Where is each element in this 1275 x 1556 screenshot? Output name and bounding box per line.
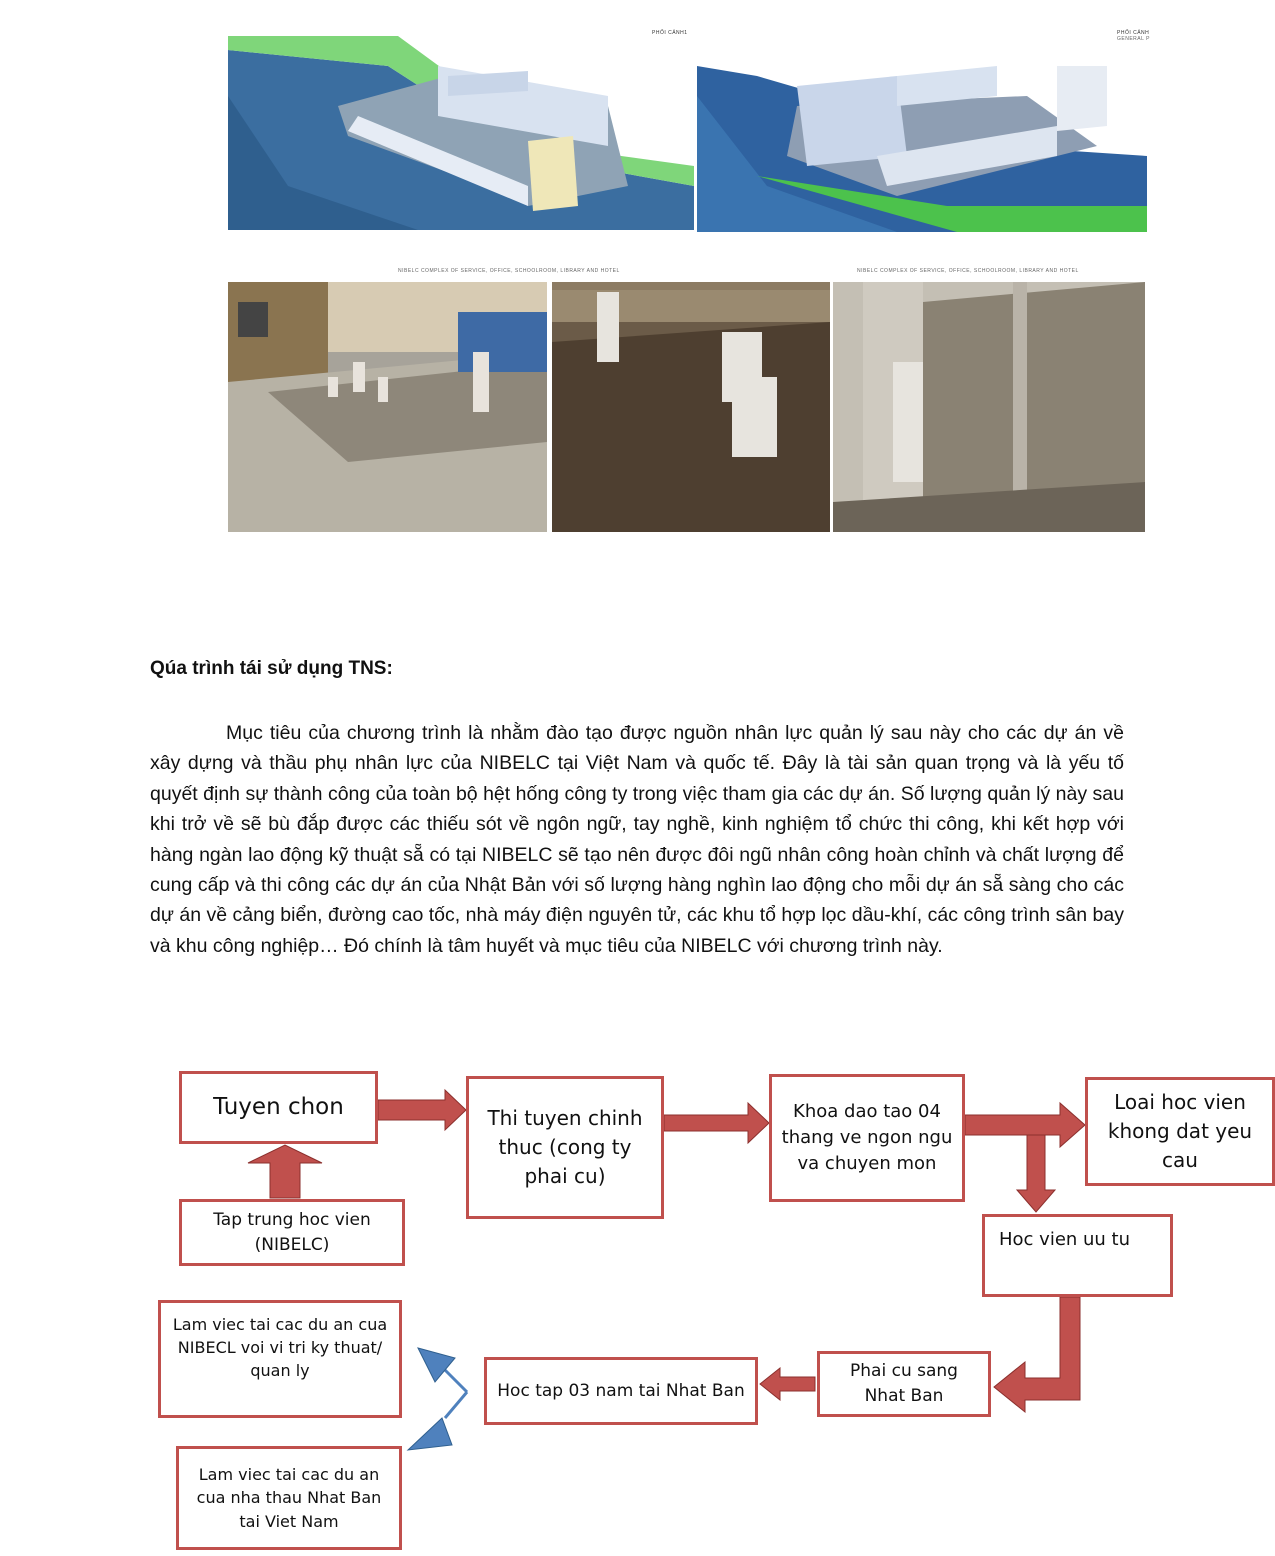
box-loai-hoc-vien: Loai hoc vien khong dat yeu cau xyxy=(1085,1077,1275,1186)
section-paragraph: Mục tiêu của chương trình là nhằm đào tạo được nguồn nhân lực quản lý sau này cho các dự án về xây dựng và thầu phụ nhân lực của NIBELC tại Việt Nam và quốc tế. Đây là tài sản quan trọng và là yếu tố quyết định sự thành công của toàn bộ hệt hống công ty trong việc tham gia các dự án. Số lượng quản lý này sau khi trở về sẽ bù đắp được các thiếu sót về ngôn ngữ, tay nghề, kinh nghiệm tổ chức thi công, khi kết hợp với hàng ngàn lao động kỹ thuật sẵ có tại NIBELC sẽ tạo nên được đôi ngũ nhân công hoàn chỉnh và chất lượng để cung cấp và thi công các dự án của Nhật Bản với số lượng hàng nghìn lao động cho mỗi dự án sẵ sàng cho các dự án về cảng biển, đường cao tốc, nhà máy điện nguyên tử, các khu tổ hợp lọc dầu-khí, các công trình sân bay và khu công nghiệp… Đó chính là tâm huyết và mục tiêu của NIBELC với chương trình này. xyxy=(150,722,1124,957)
render-right-label: PHỐI CẢNH xyxy=(1117,30,1150,36)
arrow-elbow-1 xyxy=(994,1297,1080,1412)
arrow-down-1 xyxy=(1017,1135,1055,1212)
arrow-up-1 xyxy=(248,1145,322,1198)
box-lam-viec-nibecl: Lam viec tai cac du an cua NIBECL voi vi tri ky thuat/ quan ly xyxy=(158,1300,402,1418)
render-left-label: PHỐI CẢNH1 xyxy=(652,30,688,36)
arrow-left-1 xyxy=(760,1368,815,1400)
box-hoc-tap: Hoc tap 03 nam tai Nhat Ban xyxy=(484,1357,758,1425)
photo-site-rebar xyxy=(552,282,830,532)
box-lam-viec-nha-thau: Lam viec tai cac du an cua nha thau Nhat Ban tai Viet Nam xyxy=(176,1446,402,1550)
box-khoa-dao-tao: Khoa dao tao 04 thang ve ngon ngu va chuyen mon xyxy=(769,1074,965,1202)
render-left-caption: NIBELC COMPLEX OF SERVICE, OFFICE, SCHOOLROOM, LIBRARY AND HOTEL xyxy=(398,268,620,274)
arrow-right-3 xyxy=(965,1103,1085,1147)
render-left xyxy=(228,36,694,230)
render-right-sublabel: GENERAL P xyxy=(1117,36,1150,42)
photo-site-wall xyxy=(833,282,1145,532)
box-tap-trung: Tap trung hoc vien (NIBELC) xyxy=(179,1199,405,1266)
box-thi-tuyen: Thi tuyen chinh thuc (cong ty phai cu) xyxy=(466,1076,664,1219)
box-tuyen-chon: Tuyen chon xyxy=(179,1071,378,1144)
render-right xyxy=(697,36,1147,232)
box-hoc-vien-uu-tu: Hoc vien uu tu xyxy=(982,1214,1173,1297)
section-heading: Qúa trình tái sử dụng TNS: xyxy=(150,658,393,679)
box-phai-cu: Phai cu sang Nhat Ban xyxy=(817,1351,991,1417)
arrow-right-2 xyxy=(664,1103,769,1143)
blue-branch xyxy=(408,1348,467,1450)
arrow-right-1 xyxy=(378,1090,466,1130)
render-right-caption: NIBELC COMPLEX OF SERVICE, OFFICE, SCHOOLROOM, LIBRARY AND HOTEL xyxy=(857,268,1079,274)
photo-site-slab xyxy=(228,282,547,532)
